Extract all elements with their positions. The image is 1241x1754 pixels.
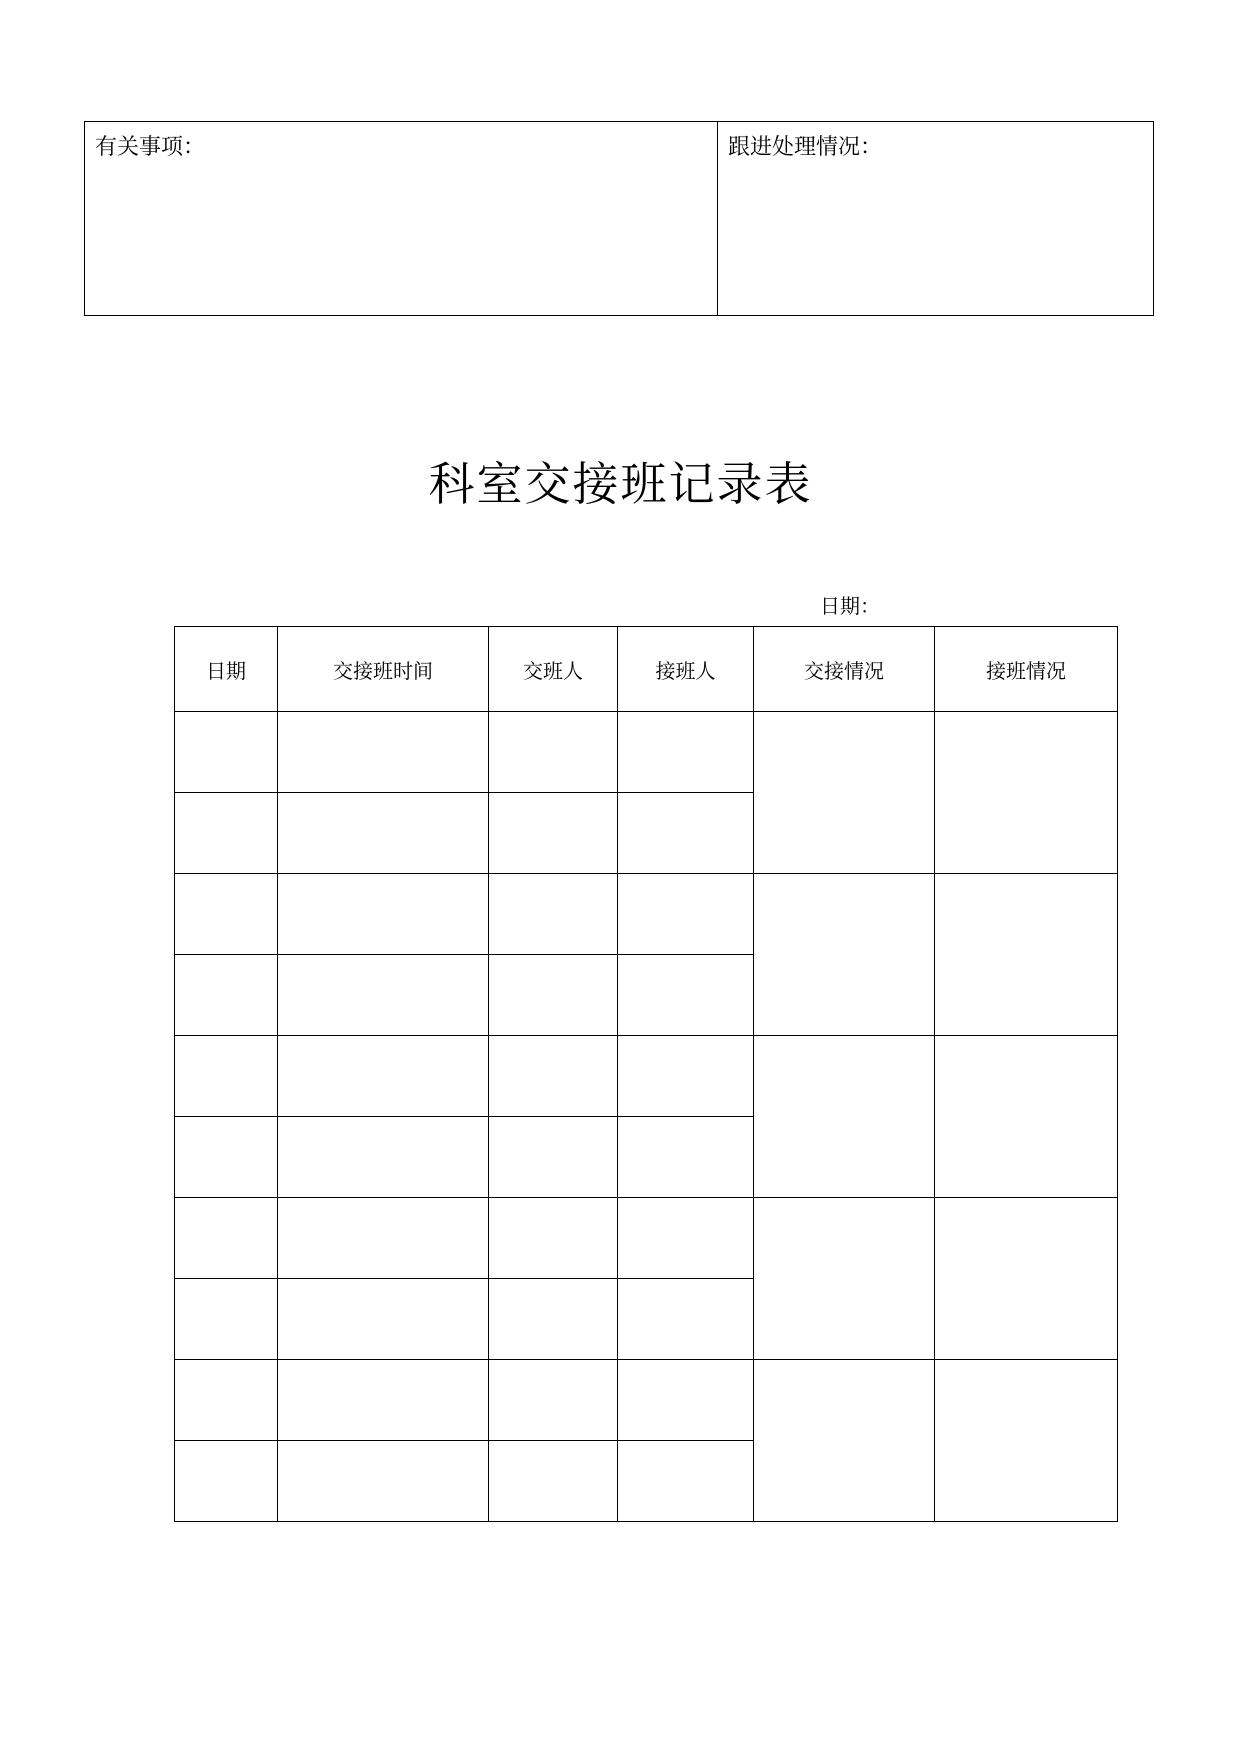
cell-date[interactable] [175,712,278,793]
cell-handing-over-person[interactable] [489,1279,618,1360]
cell-date[interactable] [175,1198,278,1279]
cell-receiving-person[interactable] [618,1279,754,1360]
cell-receiving-person[interactable] [618,1198,754,1279]
cell-handing-over-person[interactable] [489,1036,618,1117]
cell-date[interactable] [175,1117,278,1198]
cell-handing-over-person[interactable] [489,1117,618,1198]
cell-receiving-status[interactable] [935,1360,1118,1522]
cell-handing-over-person[interactable] [489,793,618,874]
header-handover-time: 交接班时间 [278,627,489,712]
cell-date[interactable] [175,955,278,1036]
cell-handover-status[interactable] [754,1360,935,1522]
cell-handing-over-person[interactable] [489,712,618,793]
cell-handing-over-person[interactable] [489,955,618,1036]
cell-handover-time[interactable] [278,955,489,1036]
cell-handing-over-person[interactable] [489,1441,618,1522]
cell-handover-status[interactable] [754,1198,935,1360]
cell-handing-over-person[interactable] [489,1360,618,1441]
notes-table [84,121,1154,316]
table-body [175,712,1118,1522]
cell-date[interactable] [175,1441,278,1522]
cell-receiving-person[interactable] [618,793,754,874]
cell-handing-over-person[interactable] [489,874,618,955]
cell-date[interactable] [175,1360,278,1441]
cell-handing-over-person[interactable] [489,1198,618,1279]
cell-handover-time[interactable] [278,712,489,793]
cell-receiving-person[interactable] [618,712,754,793]
page-title: 科室交接班记录表 [428,457,813,511]
table-row [175,1036,1118,1117]
cell-handover-time[interactable] [278,874,489,955]
cell-handover-time[interactable] [278,1441,489,1522]
cell-receiving-person[interactable] [618,1360,754,1441]
cell-date[interactable] [175,1279,278,1360]
table-header-row [175,627,1118,712]
cell-receiving-person[interactable] [618,874,754,955]
cell-handover-time[interactable] [278,1198,489,1279]
table-row [175,712,1118,793]
header-handing-over-person: 交班人 [489,627,618,712]
header-receiving-person: 接班人 [618,627,754,712]
follow-up-cell[interactable] [718,122,1154,316]
header-handover-status: 交接情况 [754,627,935,712]
cell-handover-time[interactable] [278,1279,489,1360]
cell-receiving-person[interactable] [618,1441,754,1522]
cell-handover-time[interactable] [278,1360,489,1441]
cell-handover-time[interactable] [278,1117,489,1198]
cell-receiving-person[interactable] [618,955,754,1036]
cell-receiving-status[interactable] [935,874,1118,1036]
table-row [175,1360,1118,1441]
cell-date[interactable] [175,793,278,874]
cell-handover-time[interactable] [278,793,489,874]
related-matters-cell[interactable] [85,122,718,316]
header-date: 日期 [175,627,278,712]
cell-date[interactable] [175,1036,278,1117]
follow-up-label: 跟进处理情况： [728,135,883,160]
cell-date[interactable] [175,874,278,955]
cell-handover-time[interactable] [278,1036,489,1117]
handover-record-table [174,626,1118,1522]
related-matters-label: 有关事项： [95,135,206,160]
table-row [175,1198,1118,1279]
cell-handover-status[interactable] [754,874,935,1036]
table-row [175,874,1118,955]
date-label: 日期： [820,594,880,618]
cell-receiving-person[interactable] [618,1117,754,1198]
header-receiving-status: 接班情况 [935,627,1118,712]
cell-receiving-status[interactable] [935,1198,1118,1360]
cell-receiving-person[interactable] [618,1036,754,1117]
cell-receiving-status[interactable] [935,712,1118,874]
cell-receiving-status[interactable] [935,1036,1118,1198]
cell-handover-status[interactable] [754,712,935,874]
cell-handover-status[interactable] [754,1036,935,1198]
